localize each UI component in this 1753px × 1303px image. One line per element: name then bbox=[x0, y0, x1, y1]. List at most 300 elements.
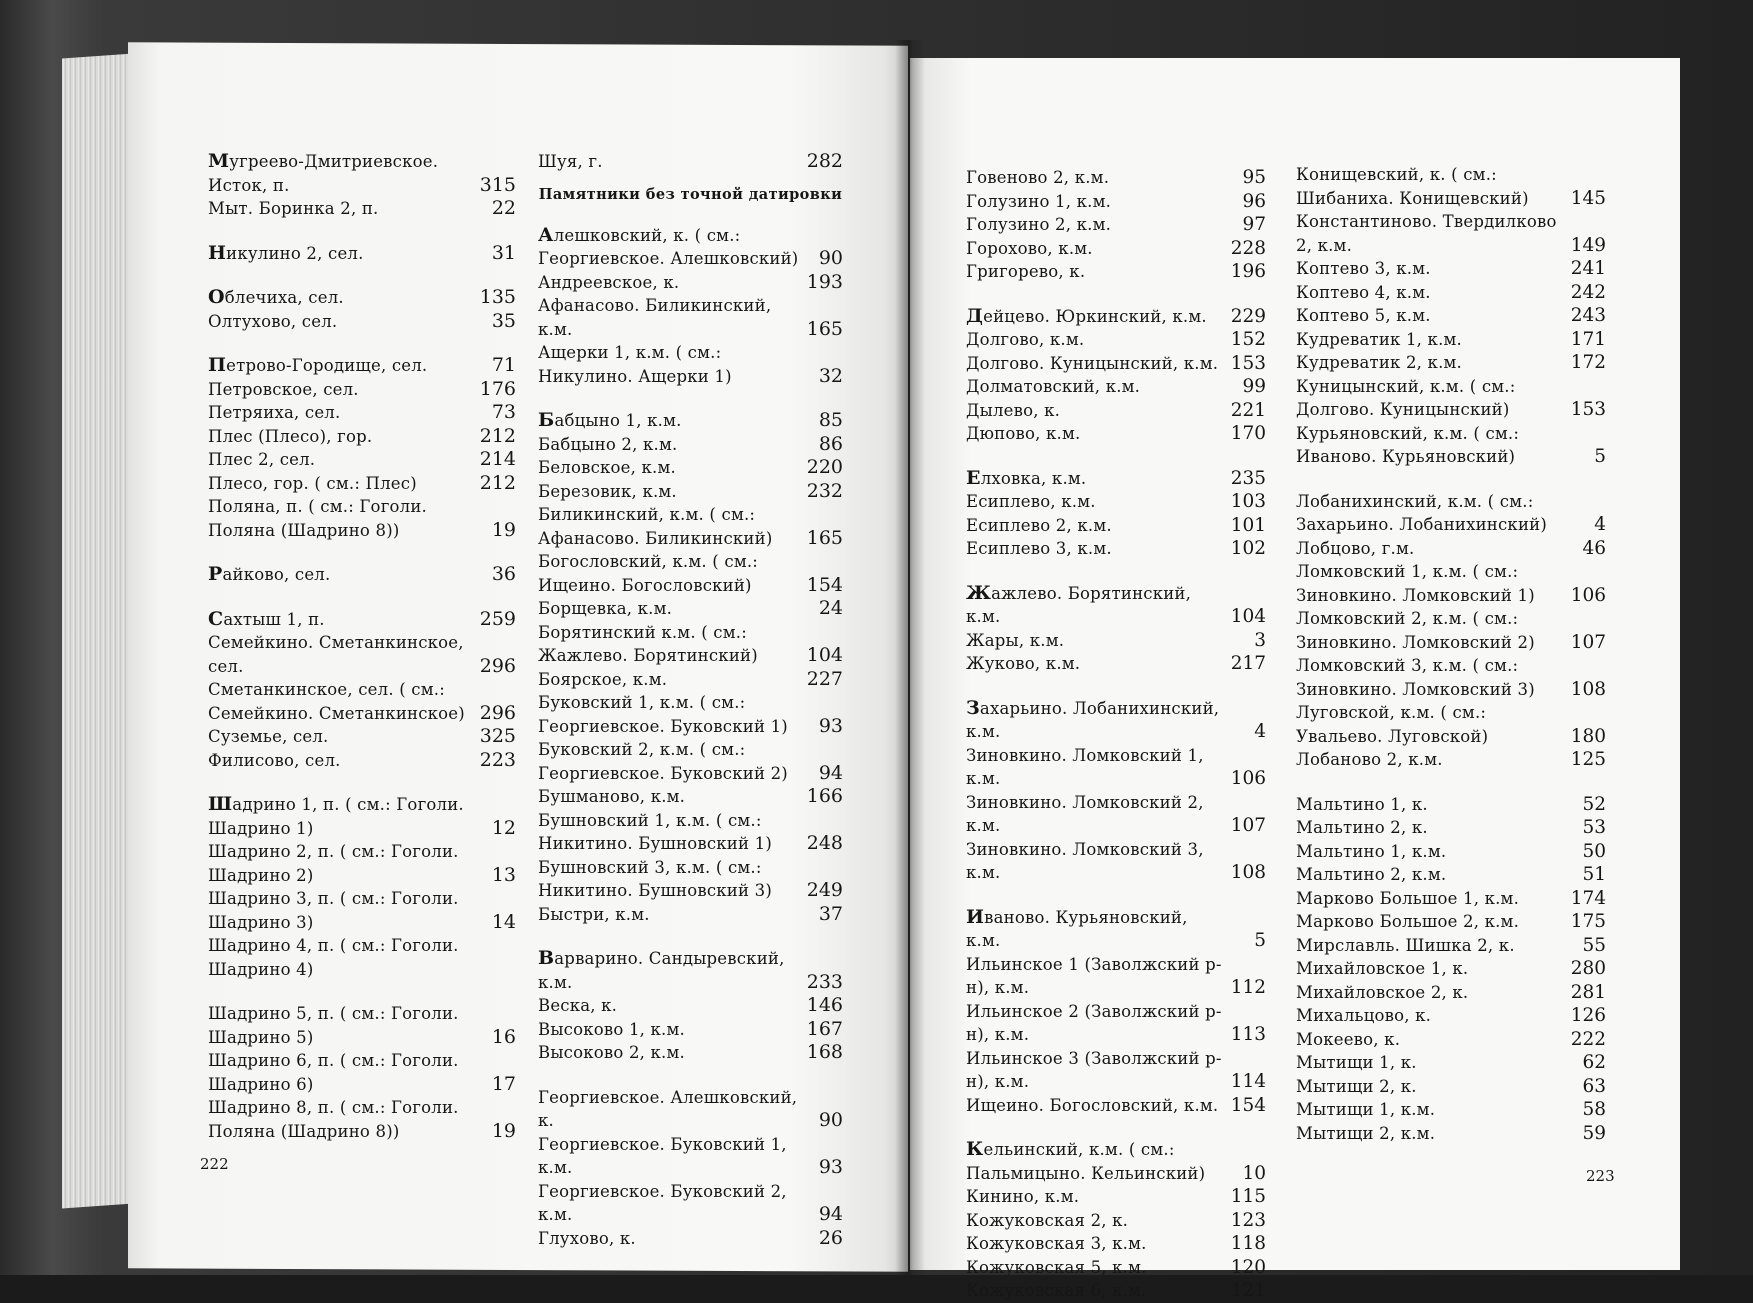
entry-text: Зиновкино. Ломковский 1, к.м. bbox=[966, 745, 1204, 788]
section-initial-letter: Е bbox=[966, 466, 981, 489]
entry-text: Ломковский 2, к.м. ( см.: Зиновкино. Ломковский 2) bbox=[1296, 609, 1535, 652]
entry-name bbox=[1296, 889, 1519, 908]
entry-name bbox=[1296, 912, 1519, 931]
entry-name bbox=[1296, 562, 1535, 605]
entry-text: Мальтино 1, к. bbox=[1296, 794, 1428, 814]
index-entry bbox=[208, 1049, 516, 1096]
entry-name bbox=[966, 168, 1109, 187]
index-entry bbox=[538, 550, 843, 597]
index-entry bbox=[1296, 840, 1606, 864]
index-entry bbox=[208, 840, 516, 887]
entry-page-number: 154 bbox=[1230, 1094, 1266, 1116]
entry-name bbox=[1296, 1053, 1417, 1072]
index-entry bbox=[966, 1138, 1266, 1185]
entry-page-number: 125 bbox=[1570, 749, 1606, 770]
index-entry bbox=[1296, 328, 1606, 352]
index-entry bbox=[208, 378, 516, 402]
entry-page-number: 102 bbox=[1230, 538, 1266, 559]
entry-name bbox=[208, 889, 459, 932]
section-gap bbox=[208, 542, 516, 563]
entry-text: Георгиевское. Буковский 2, к.м. bbox=[538, 1181, 787, 1224]
entry-text: Беловское, к.м. bbox=[538, 458, 676, 477]
entry-page-number: 229 bbox=[1230, 305, 1266, 327]
entry-name bbox=[1296, 330, 1462, 349]
entry-page-number: 12 bbox=[491, 816, 516, 839]
entry-text: арварино. Сандыревский, к.м. bbox=[538, 949, 785, 992]
entry-text: Кожуковская 6, к.м. bbox=[966, 1281, 1147, 1300]
entry-name bbox=[538, 296, 771, 339]
index-entry bbox=[1296, 863, 1606, 887]
index-entry bbox=[208, 197, 516, 221]
entry-page-number: 96 bbox=[1242, 190, 1266, 212]
entry-text: Борятинский к.м. ( см.: Жажлево. Борятинский) bbox=[538, 622, 758, 665]
entry-name bbox=[966, 215, 1111, 234]
section-initial-letter: И bbox=[966, 905, 985, 928]
index-entry bbox=[966, 1094, 1266, 1118]
entry-page-number: 221 bbox=[1230, 399, 1266, 421]
section-initial-letter: К bbox=[966, 1138, 984, 1160]
index-entry bbox=[966, 1256, 1266, 1280]
left-page-column-1 bbox=[208, 150, 516, 1143]
index-entry bbox=[966, 1185, 1266, 1209]
entry-text: Боярское, к.м. bbox=[538, 669, 668, 689]
entry-page-number: 168 bbox=[806, 1041, 843, 1063]
entry-name bbox=[966, 1096, 1218, 1115]
index-entry bbox=[1296, 163, 1606, 210]
entry-text: Жуково, к.м. bbox=[966, 654, 1081, 673]
entry-name bbox=[538, 223, 799, 269]
entry-name bbox=[538, 949, 785, 992]
entry-text: Зиновкино. Ломковский 2, к.м. bbox=[966, 792, 1204, 835]
index-entry bbox=[208, 448, 516, 472]
section-gap bbox=[208, 333, 516, 354]
entry-page-number: 227 bbox=[806, 667, 843, 690]
index-entry bbox=[966, 237, 1266, 261]
entry-name bbox=[208, 751, 341, 770]
section-gap bbox=[966, 676, 1266, 697]
index-entry bbox=[1296, 422, 1606, 469]
section-initial-letter: П bbox=[208, 354, 227, 376]
entry-name bbox=[1296, 1030, 1400, 1049]
index-entry bbox=[538, 597, 843, 621]
index-entry bbox=[538, 1041, 843, 1065]
index-entry bbox=[966, 328, 1266, 352]
entry-page-number: 243 bbox=[1570, 305, 1606, 326]
index-entry bbox=[208, 150, 516, 197]
entry-text: Кожуковская 2, к. bbox=[966, 1210, 1129, 1230]
section-heading: Памятники без точной датировки bbox=[538, 185, 843, 203]
entry-name bbox=[1296, 750, 1443, 769]
index-entry bbox=[966, 375, 1266, 399]
left-page-column-2 bbox=[538, 150, 843, 1250]
entry-name bbox=[208, 1004, 459, 1047]
entry-name bbox=[538, 1088, 797, 1131]
entry-text: Березовик, к.м. bbox=[538, 481, 677, 501]
entry-text: Шадрино 2, п. ( см.: Гоголи. Шадрино 2) bbox=[208, 842, 459, 885]
entry-text: Долгово. Куницынский, к.м. bbox=[966, 353, 1219, 373]
index-entry bbox=[208, 749, 516, 773]
entry-text: Жары, к.м. bbox=[966, 630, 1065, 650]
entry-name bbox=[1296, 865, 1446, 884]
entry-page-number: 90 bbox=[818, 247, 843, 269]
entry-page-number: 5 bbox=[1594, 446, 1606, 467]
entry-text: Есиплево, к.м. bbox=[966, 492, 1096, 511]
entry-text: Михайловское 2, к. bbox=[1296, 982, 1469, 1002]
entry-name bbox=[1296, 609, 1535, 652]
entry-name bbox=[1296, 703, 1488, 746]
entry-text: Мальтино 1, к.м. bbox=[1296, 841, 1447, 861]
index-entry bbox=[966, 537, 1266, 561]
index-entry bbox=[208, 242, 516, 266]
index-entry bbox=[208, 425, 516, 449]
section-initial-letter: Б bbox=[538, 409, 555, 431]
entry-text: Михайловское 1, к. bbox=[1296, 959, 1469, 978]
index-entry bbox=[538, 341, 843, 388]
entry-text: лховка, к.м. bbox=[980, 468, 1087, 488]
entry-page-number: 4 bbox=[1254, 721, 1266, 742]
index-entry bbox=[1296, 981, 1606, 1005]
entry-page-number: 228 bbox=[1230, 237, 1266, 259]
entry-page-number: 212 bbox=[479, 471, 516, 494]
entry-page-number: 118 bbox=[1230, 1233, 1266, 1254]
entry-name bbox=[538, 599, 672, 618]
entry-name bbox=[538, 811, 772, 854]
index-entry bbox=[538, 433, 843, 457]
entry-name bbox=[966, 466, 1087, 489]
entry-page-number: 242 bbox=[1570, 281, 1606, 303]
index-entry bbox=[538, 294, 843, 341]
entry-page-number: 135 bbox=[479, 286, 516, 308]
entry-text: икулино 2, сел. bbox=[226, 243, 364, 263]
entry-page-number: 165 bbox=[806, 317, 843, 340]
entry-name bbox=[208, 680, 465, 723]
index-entry bbox=[966, 791, 1266, 838]
entry-page-number: 94 bbox=[818, 1203, 843, 1225]
entry-page-number: 59 bbox=[1582, 1122, 1606, 1144]
entry-name bbox=[1296, 283, 1431, 302]
entry-page-number: 22 bbox=[491, 197, 516, 219]
entry-name bbox=[208, 727, 329, 746]
entry-name bbox=[538, 1043, 685, 1062]
entry-page-number: 248 bbox=[806, 832, 843, 854]
index-entry bbox=[966, 1209, 1266, 1233]
entry-name bbox=[538, 905, 650, 924]
entry-page-number: 26 bbox=[818, 1226, 843, 1249]
entry-name bbox=[1296, 306, 1431, 325]
entry-text: Филисово, сел. bbox=[208, 750, 341, 770]
entry-text: айково, сел. bbox=[222, 565, 331, 584]
entry-page-number: 115 bbox=[1230, 1186, 1266, 1207]
index-entry bbox=[538, 1086, 843, 1133]
index-entry bbox=[966, 514, 1266, 538]
entry-page-number: 235 bbox=[1230, 467, 1266, 489]
entry-page-number: 104 bbox=[1230, 606, 1266, 627]
entry-text: Андреевское, к. bbox=[538, 272, 680, 292]
entry-page-number: 52 bbox=[1582, 793, 1606, 815]
entry-page-number: 325 bbox=[479, 725, 516, 747]
entry-page-number: 214 bbox=[479, 448, 516, 470]
index-entry bbox=[208, 934, 516, 981]
entry-page-number: 296 bbox=[479, 654, 516, 677]
page-number-left: 222 bbox=[200, 1155, 229, 1173]
entry-name bbox=[966, 192, 1111, 211]
entry-text: Кинино, к.м. bbox=[966, 1187, 1080, 1206]
entry-text: Константиново. Твердилково 2, к.м. bbox=[1296, 212, 1557, 255]
entry-text: Марково Большое 2, к.м. bbox=[1296, 912, 1520, 931]
entry-text: Дюпово, к.м. bbox=[966, 424, 1081, 443]
index-entry bbox=[966, 1279, 1266, 1303]
entry-text: Веска, к. bbox=[538, 996, 618, 1015]
entry-text: Говеново 2, к.м. bbox=[966, 168, 1110, 187]
entry-text: Ищеино. Богословский, к.м. bbox=[966, 1095, 1219, 1115]
entry-name bbox=[538, 273, 679, 292]
entry-page-number: 36 bbox=[491, 563, 516, 585]
index-entry bbox=[538, 691, 843, 738]
entry-page-number: 10 bbox=[1242, 1162, 1266, 1184]
entry-page-number: 296 bbox=[479, 701, 516, 724]
entry-text: Коптево 3, к.м. bbox=[1296, 259, 1431, 278]
entry-name bbox=[208, 633, 464, 676]
section-initial-letter: О bbox=[208, 286, 225, 308]
entry-name bbox=[538, 505, 772, 548]
index-entry bbox=[538, 903, 843, 927]
index-entry bbox=[1296, 1075, 1606, 1099]
entry-text: Семейкино. Сметанкинское, сел. bbox=[208, 633, 464, 676]
entry-text: Глухово, к. bbox=[538, 1228, 636, 1248]
entry-text: Мирславль. Шишка 2, к. bbox=[1296, 935, 1515, 955]
entry-name bbox=[208, 312, 337, 331]
entry-page-number: 166 bbox=[806, 785, 843, 807]
index-entry bbox=[1296, 1028, 1606, 1052]
entry-page-number: 55 bbox=[1582, 934, 1606, 956]
left-page-column-2-list bbox=[538, 224, 843, 1251]
entry-page-number: 107 bbox=[1230, 815, 1266, 836]
entry-text: Есиплево 2, к.м. bbox=[966, 515, 1112, 535]
entry-page-number: 37 bbox=[818, 902, 843, 925]
entry-name bbox=[538, 1135, 787, 1178]
index-entry bbox=[538, 150, 843, 174]
index-entry bbox=[1296, 607, 1606, 654]
index-entry bbox=[208, 608, 516, 632]
entry-page-number: 114 bbox=[1230, 1071, 1266, 1092]
section-initial-letter: В bbox=[538, 947, 555, 969]
entry-page-number: 58 bbox=[1582, 1099, 1606, 1120]
entry-page-number: 176 bbox=[479, 377, 516, 400]
entry-page-number: 90 bbox=[818, 1109, 843, 1131]
entry-name bbox=[1296, 936, 1515, 955]
entry-page-number: 73 bbox=[491, 401, 516, 423]
index-entry bbox=[1296, 887, 1606, 911]
index-entry bbox=[966, 1000, 1266, 1047]
entry-text: ахарьино. Лобанихинский, к.м. bbox=[966, 698, 1220, 741]
index-entry bbox=[966, 697, 1266, 744]
section-gap bbox=[208, 587, 516, 608]
entry-page-number: 223 bbox=[479, 748, 516, 771]
entry-text: Шадрино 6, п. ( см.: Гоголи. Шадрино 6) bbox=[208, 1051, 459, 1094]
entry-name bbox=[1296, 1100, 1435, 1119]
entry-text: Богословский, к.м. ( см.: Ищеино. Богословский) bbox=[538, 552, 759, 595]
section-initial-letter: Д bbox=[966, 304, 984, 327]
entry-page-number: 31 bbox=[491, 241, 516, 264]
entry-page-number: 71 bbox=[491, 354, 516, 376]
entry-page-number: 53 bbox=[1582, 817, 1606, 838]
index-entry bbox=[1296, 701, 1606, 748]
index-entry bbox=[966, 213, 1266, 237]
entry-page-number: 112 bbox=[1230, 977, 1266, 998]
section-gap bbox=[208, 772, 516, 793]
entry-name bbox=[1296, 492, 1547, 535]
entry-page-number: 107 bbox=[1570, 631, 1606, 653]
index-entry bbox=[1296, 1098, 1606, 1122]
entry-name bbox=[1296, 259, 1431, 278]
entry-name bbox=[538, 343, 732, 386]
entry-page-number: 4 bbox=[1594, 514, 1606, 535]
entry-name bbox=[1296, 1006, 1431, 1025]
entry-text: Высоково 1, к.м. bbox=[538, 1019, 685, 1039]
entry-name bbox=[966, 793, 1204, 836]
index-entry bbox=[1296, 957, 1606, 981]
entry-text: ахтыш 1, п. bbox=[223, 609, 325, 629]
entry-page-number: 167 bbox=[806, 1017, 843, 1040]
entry-name bbox=[1296, 539, 1414, 558]
entry-name bbox=[538, 787, 685, 806]
entry-name bbox=[1296, 818, 1428, 837]
entry-name bbox=[208, 565, 330, 584]
section-gap bbox=[966, 284, 1266, 305]
index-entry bbox=[1296, 351, 1606, 375]
entry-name bbox=[966, 955, 1222, 998]
section-gap bbox=[966, 1117, 1266, 1138]
section-initial-letter: Н bbox=[208, 241, 227, 264]
entry-text: Сметанкинское, сел. ( см.: Семейкино. Сметанкинское) bbox=[208, 680, 465, 723]
entry-page-number: 212 bbox=[479, 424, 516, 447]
entry-name bbox=[538, 1020, 685, 1039]
entry-text: Буковский 2, к.м. ( см.: Георгиевское. Буковский 2) bbox=[538, 740, 788, 783]
entry-text: Долматовский, к.м. bbox=[966, 377, 1141, 396]
entry-page-number: 282 bbox=[806, 150, 843, 172]
entry-name bbox=[538, 996, 617, 1015]
index-entry bbox=[538, 809, 843, 856]
entry-name bbox=[1296, 165, 1529, 208]
entry-page-number: 108 bbox=[1570, 678, 1606, 700]
entry-name bbox=[208, 842, 459, 885]
entry-page-number: 19 bbox=[491, 1119, 516, 1142]
entry-page-number: 101 bbox=[1230, 514, 1266, 536]
entry-page-number: 152 bbox=[1230, 329, 1266, 350]
entry-name bbox=[966, 1187, 1079, 1206]
section-gap bbox=[208, 265, 516, 286]
index-entry bbox=[538, 1227, 843, 1251]
entry-text: абцыно 1, к.м. bbox=[554, 411, 682, 430]
entry-name bbox=[1296, 656, 1535, 699]
index-entry bbox=[208, 495, 516, 542]
entry-name bbox=[966, 581, 1192, 627]
entry-name bbox=[966, 1258, 1147, 1277]
entry-text: ваново. Курьяновский, к.м. bbox=[966, 907, 1188, 950]
entry-page-number: 14 bbox=[491, 910, 516, 933]
entry-page-number: 172 bbox=[1570, 352, 1606, 373]
entry-name bbox=[966, 1281, 1147, 1300]
entry-name bbox=[966, 377, 1140, 396]
entry-page-number: 126 bbox=[1570, 1005, 1606, 1026]
entry-text: лешковский, к. ( см.: Георгиевское. Алешковский) bbox=[538, 225, 799, 268]
entry-text: Георгиевское. Алешковский, к. bbox=[538, 1087, 798, 1130]
entry-page-number: 153 bbox=[1570, 399, 1606, 420]
entry-text: Ильинское 3 (Заволжский р-н), к.м. bbox=[966, 1048, 1222, 1091]
entry-page-number: 62 bbox=[1582, 1052, 1606, 1073]
section-gap bbox=[966, 885, 1266, 906]
index-entry bbox=[208, 354, 516, 378]
entry-text: Суземье, сел. bbox=[208, 727, 329, 746]
index-entry bbox=[1296, 210, 1606, 257]
entry-page-number: 3 bbox=[1254, 629, 1266, 651]
entry-name bbox=[1296, 959, 1468, 978]
entry-page-number: 123 bbox=[1230, 1209, 1266, 1231]
entry-text: Ильинское 2 (Заволжский р-н), к.м. bbox=[966, 1001, 1222, 1044]
section-gap bbox=[966, 561, 1266, 582]
entry-name bbox=[538, 1229, 636, 1248]
entry-name bbox=[1296, 353, 1462, 372]
index-entry bbox=[966, 906, 1266, 953]
entry-page-number: 315 bbox=[479, 173, 516, 196]
entry-name bbox=[966, 840, 1204, 883]
index-entry bbox=[1296, 748, 1606, 772]
entry-name bbox=[208, 427, 372, 446]
entry-name bbox=[966, 654, 1080, 673]
entry-page-number: 103 bbox=[1230, 491, 1266, 512]
section-gap bbox=[208, 221, 516, 242]
index-entry bbox=[208, 401, 516, 425]
entry-page-number: 97 bbox=[1242, 214, 1266, 235]
entry-text: Михальцово, к. bbox=[1296, 1006, 1432, 1025]
entry-text: етрово-Городище, сел. bbox=[226, 356, 428, 375]
entry-text: Курьяновский, к.м. ( см.: Иваново. Курьяновский) bbox=[1296, 423, 1520, 466]
entry-text: Мытищи 1, к. bbox=[1296, 1053, 1417, 1072]
entry-page-number: 232 bbox=[806, 479, 843, 502]
entry-text: Дылево, к. bbox=[966, 400, 1061, 420]
right-page-column-1 bbox=[966, 166, 1266, 1303]
index-entry bbox=[1296, 1122, 1606, 1146]
entry-name bbox=[1296, 212, 1557, 255]
entry-name bbox=[966, 1211, 1128, 1230]
entry-text: Буковский 1, к.м. ( см.: Георгиевское. Буковский 1) bbox=[538, 693, 788, 736]
index-entry bbox=[538, 1180, 843, 1227]
entry-text: Мытищи 2, к.м. bbox=[1296, 1123, 1436, 1143]
entry-page-number: 120 bbox=[1230, 1256, 1266, 1278]
entry-text: Мытищи 2, к. bbox=[1296, 1076, 1417, 1096]
index-entry bbox=[966, 652, 1266, 676]
entry-text: Марково Большое 1, к.м. bbox=[1296, 888, 1520, 908]
index-entry bbox=[966, 305, 1266, 329]
section-gap bbox=[1296, 772, 1606, 793]
entry-text: Бушновский 3, к.м. ( см.: Никитино. Бушновский 3) bbox=[538, 857, 772, 900]
entry-text: Зиновкино. Ломковский 3, к.м. bbox=[966, 839, 1204, 882]
entry-page-number: 24 bbox=[818, 597, 843, 619]
index-entry bbox=[538, 1018, 843, 1042]
entry-text: Голузино 2, к.м. bbox=[966, 215, 1112, 234]
entry-text: Мальтино 2, к. bbox=[1296, 818, 1428, 837]
entry-text: Кудреватик 1, к.м. bbox=[1296, 329, 1462, 349]
entry-page-number: 46 bbox=[1582, 537, 1606, 559]
entry-page-number: 5 bbox=[1254, 930, 1266, 951]
entry-text: Кожуковская 3, к.м. bbox=[966, 1234, 1147, 1253]
entry-page-number: 153 bbox=[1230, 352, 1266, 374]
entry-name bbox=[208, 403, 340, 422]
index-entry bbox=[208, 1096, 516, 1143]
entry-text: Ломковский 3, к.м. ( см.: Зиновкино. Ломковский 3) bbox=[1296, 656, 1535, 699]
index-entry bbox=[208, 678, 516, 725]
index-entry bbox=[966, 629, 1266, 653]
